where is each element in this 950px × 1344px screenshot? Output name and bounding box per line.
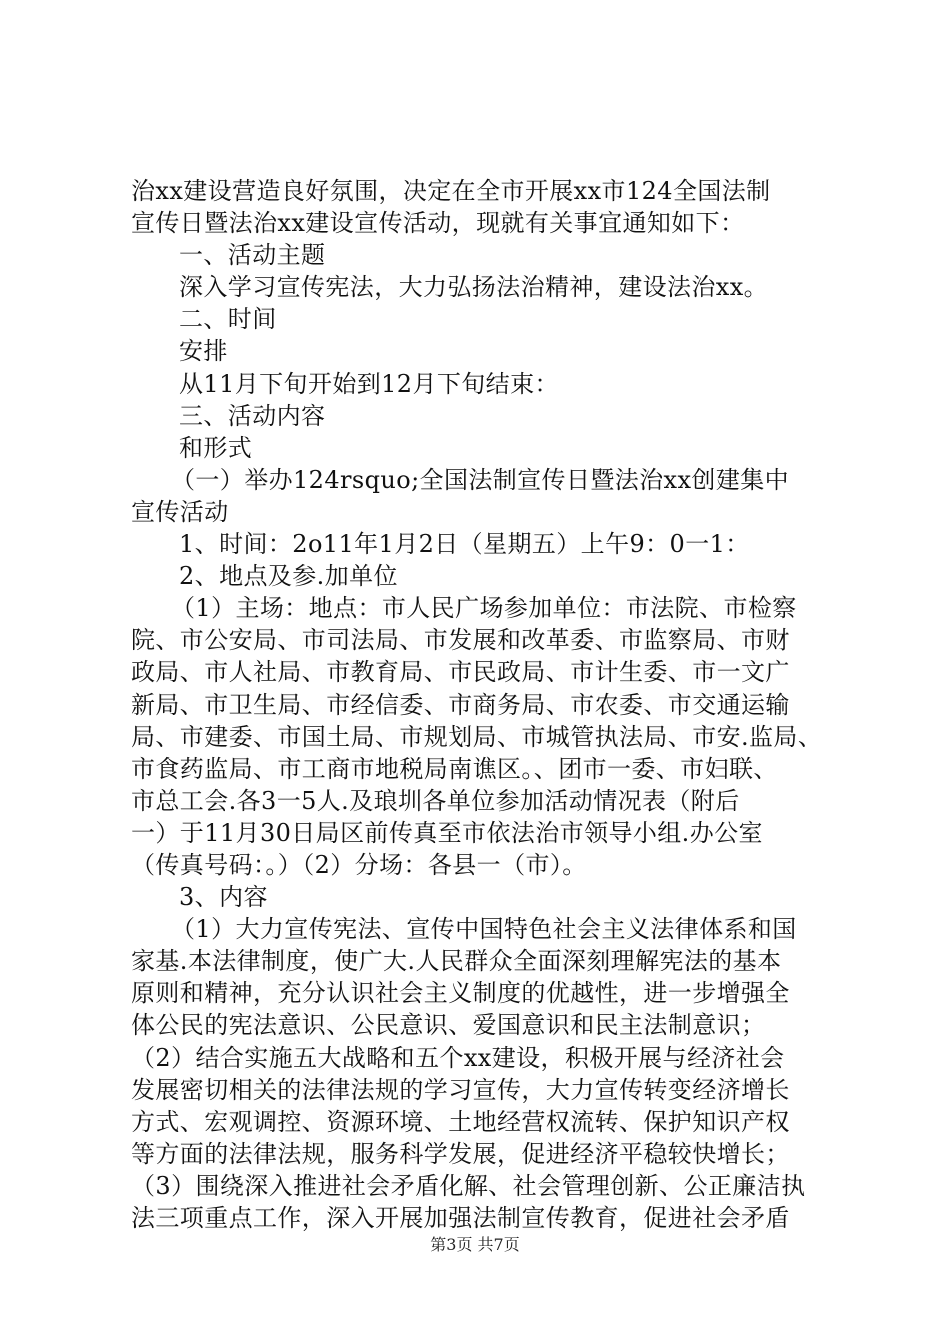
page-footer: 第3页 共7页 [430, 1235, 520, 1254]
text-line: 从11月下旬开始到12月下旬结束： [179, 369, 559, 398]
text-line: 市食药监局、市工商市地税局南谯区。、团市一委、市妇联、 [131, 754, 778, 783]
text-line: 安排 [179, 337, 228, 366]
text-line: 院、市公安局、市司法局、市发展和改革委、市监察局、市财 [131, 626, 790, 655]
text-line: 宣传活动 [131, 497, 229, 526]
text-line: 一）于11月30日局区前传真至市依法治市领导小组.办公室 [131, 818, 763, 847]
text-line: （1）主场：地点：市人民广场参加单位：市法院、市检察 [171, 594, 797, 623]
text-line: 政局、市人社局、市教育局、市民政局、市计生委、市一文广 [131, 658, 790, 687]
text-line: 1、时间：2o11年1月2日（星期五）上午9：0一1： [179, 530, 750, 559]
text-line: 原则和精神，充分认识社会主义制度的优越性，进一步增强全 [131, 979, 790, 1008]
text-line: （1）大力宣传宪法、宣传中国特色社会主义法律体系和国 [171, 915, 797, 944]
text-line: 市总工会.各3一5人.及琅圳各单位参加活动情况表（附后 [131, 786, 740, 815]
text-line: 体公民的宪法意识、公民意识、爱国意识和民主法制意识； [131, 1011, 766, 1040]
text-line: 一、活动主题 [179, 241, 326, 270]
text-line: 2、地点及参.加单位 [179, 562, 398, 591]
text-line: 3、内容 [179, 883, 268, 912]
text-line: 局、市建委、市国土局、市规划局、市城管执法局、市安.监局、 [131, 722, 823, 751]
text-line: （传真号码：。）（2）分场：各县一（市）。 [131, 850, 587, 879]
text-line: 深入学习宣传宪法，大力弘扬法治精神，建设法治xx。 [179, 273, 769, 302]
text-line: （2）结合实施五大战略和五个xx建设，积极开展与经济社会 [131, 1043, 785, 1072]
document-body [131, 175, 841, 1234]
text-line: （3）围绕深入推进社会矛盾化解、社会管理创新、公正廉洁执 [131, 1171, 806, 1200]
text-line: （一）举办124rsquo;全国法制宣传日暨法治xx创建集中 [171, 465, 790, 494]
text-line: 方式、宏观调控、资源环境、土地经营权流转、保护知识产权 [131, 1107, 790, 1136]
text-line: 等方面的法律法规，服务科学发展，促进经济平稳较快增长； [131, 1139, 790, 1168]
text-line: 家基.本法律制度，使广大.人民群众全面深刻理解宪法的基本 [131, 947, 782, 976]
text-line: 二、时间 [179, 305, 277, 334]
text-line: 发展密切相关的法律法规的学习宣传，大力宣传转变经济增长 [131, 1075, 790, 1104]
text-line: 三、活动内容 [179, 401, 326, 430]
text-line: 宣传日暨法治xx建设宣传活动，现就有关事宜通知如下： [131, 209, 745, 238]
text-line: 治xx建设营造良好氛围，决定在全市开展xx市124全国法制 [131, 177, 771, 205]
text-line: 法三项重点工作，深入开展加强法制宣传教育，促进社会矛盾 [131, 1204, 790, 1232]
text-line: 新局、市卫生局、市经信委、市商务局、市农委、市交通运输 [131, 690, 790, 719]
text-line: 和形式 [179, 433, 253, 462]
